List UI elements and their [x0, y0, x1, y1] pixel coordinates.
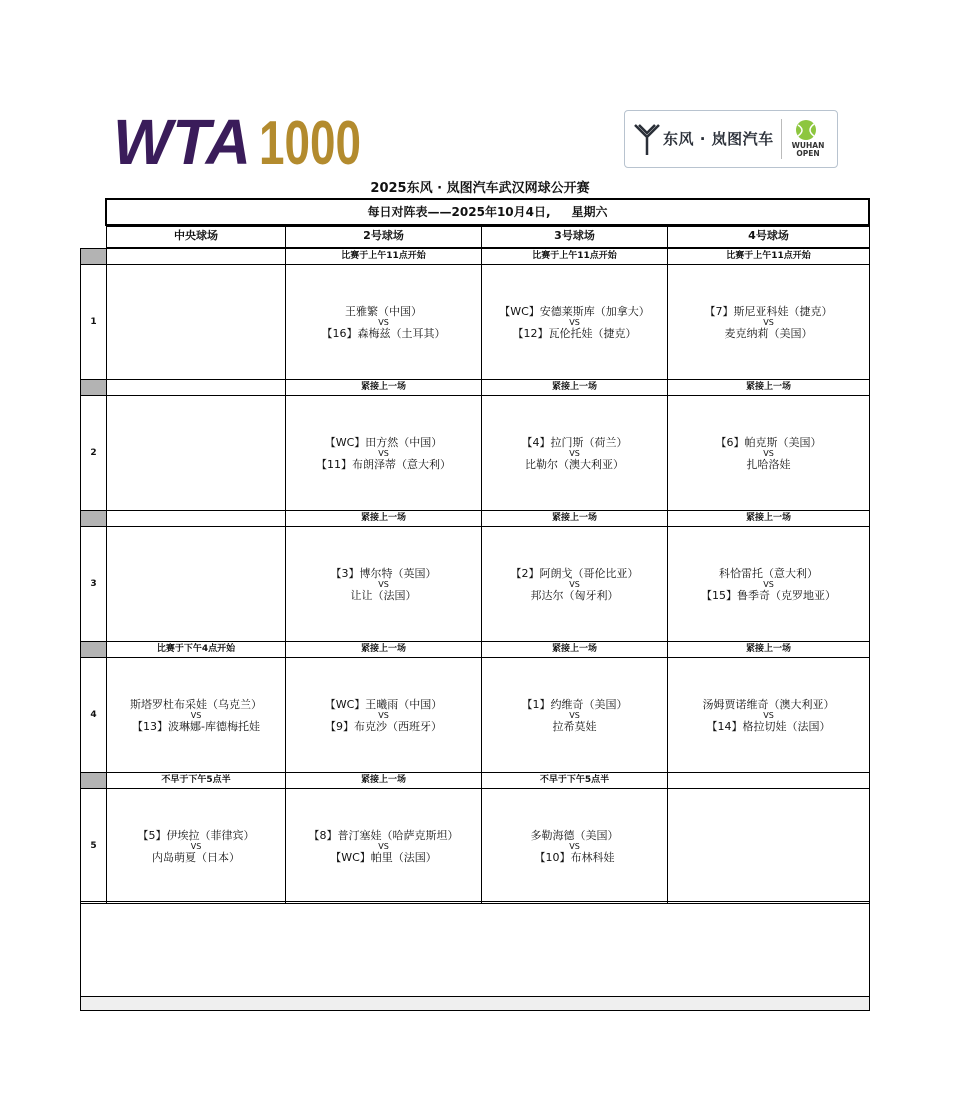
event-title: 2025东风 · 岚图汽车武汉网球公开赛	[370, 181, 590, 196]
match-cell	[106, 788, 286, 904]
match-start-time: 紧接上一场	[285, 379, 482, 396]
court-header-1: 中央球场	[106, 226, 286, 248]
player-one: 【8】普汀塞娃（哈萨克斯坦）	[308, 828, 459, 842]
match-start-time: 比赛于上午11点开始	[481, 248, 668, 265]
match-start-time: 比赛于下午4点开始	[106, 641, 286, 658]
match-cell	[667, 788, 870, 904]
player-two: 拉希莫娃	[552, 719, 597, 733]
player-one: 【5】伊埃拉（菲律宾）	[137, 828, 255, 842]
row-slot-marker	[80, 641, 107, 658]
match-cell	[285, 264, 482, 380]
player-two: 【15】鲁季奇（克罗地亚）	[701, 588, 836, 602]
player-one: 多勒海德（美国）	[530, 828, 619, 842]
versus-label: VS	[763, 579, 774, 589]
player-two: 【10】布林科娃	[534, 850, 615, 864]
player-two: 让让（法国）	[350, 588, 417, 602]
versus-label: VS	[378, 841, 389, 851]
match-cell	[481, 395, 668, 511]
match-cell	[106, 526, 286, 642]
player-one: 汤姆贾诺维奇（澳大利亚）	[702, 697, 835, 711]
voyah-mark-icon	[633, 121, 661, 157]
row-slot-marker	[80, 510, 107, 527]
versus-label: VS	[190, 841, 202, 851]
player-two: 【13】波琳娜-库德梅托娃	[132, 719, 260, 733]
versus-label: VS	[190, 710, 202, 720]
row-number: 4	[80, 657, 107, 773]
player-two: 【14】格拉切娃（法国）	[706, 719, 831, 733]
player-one: 【3】博尔特（英国）	[330, 566, 437, 580]
match-start-time: 不早于下午5点半	[481, 772, 668, 789]
match-cell	[285, 788, 482, 904]
tennis-ball-icon	[795, 119, 817, 141]
court-header-3: 3号球场	[481, 226, 668, 248]
player-one: 斯塔罗杜布采娃（乌克兰）	[130, 697, 262, 711]
footer-bar	[80, 996, 870, 1011]
match-start-time: 紧接上一场	[481, 379, 668, 396]
row-number: 2	[80, 395, 107, 511]
court-header-2: 2号球场	[285, 226, 482, 248]
versus-label: VS	[378, 710, 389, 720]
svg-text:1000: 1000	[259, 109, 361, 178]
player-one: 【6】帕克斯（美国）	[715, 435, 822, 449]
row-number: 1	[80, 264, 107, 380]
row-slot-marker	[80, 248, 107, 265]
player-two: 【11】布朗泽蒂（意大利）	[316, 457, 451, 471]
match-start-time	[106, 248, 286, 265]
versus-label: VS	[569, 317, 580, 327]
match-cell	[481, 788, 668, 904]
player-one: 【2】阿朗戈（哥伦比亚）	[510, 566, 639, 580]
match-cell	[481, 526, 668, 642]
versus-label: VS	[569, 448, 580, 458]
player-two: 【12】瓦伦托娃（捷克）	[512, 326, 637, 340]
player-two: 麦克纳莉（美国）	[724, 326, 813, 340]
match-start-time: 紧接上一场	[285, 510, 482, 527]
match-start-time: 不早于下午5点半	[106, 772, 286, 789]
player-one: 【7】斯尼亚科娃（捷克）	[704, 304, 833, 318]
versus-label: VS	[378, 579, 389, 589]
player-one: 【WC】王曦雨（中国）	[324, 697, 443, 711]
match-cell	[667, 264, 870, 380]
versus-label: VS	[378, 317, 389, 327]
match-start-time: 紧接上一场	[285, 641, 482, 658]
wuhan-open-logo-text: WUHAN OPEN	[791, 141, 825, 158]
match-start-time: 紧接上一场	[481, 510, 668, 527]
row-slot-marker	[80, 379, 107, 396]
schedule-title-bar	[105, 198, 870, 226]
notes-area	[80, 901, 870, 997]
player-one: 【WC】田方然（中国）	[324, 435, 443, 449]
match-cell	[106, 657, 286, 773]
player-two: 比勒尔（澳大利亚）	[525, 457, 624, 471]
match-start-time	[667, 772, 870, 789]
player-one: 王雅繁（中国）	[345, 304, 422, 318]
match-cell	[285, 395, 482, 511]
player-two: 扎哈洛娃	[746, 457, 791, 471]
match-start-time: 紧接上一场	[285, 772, 482, 789]
player-two: 【WC】帕里（法国）	[330, 850, 437, 864]
match-cell	[481, 657, 668, 773]
player-one: 【1】约维奇（美国）	[521, 697, 628, 711]
match-start-time	[106, 379, 286, 396]
row-number: 5	[80, 788, 107, 904]
row-slot-marker	[80, 772, 107, 789]
match-cell	[285, 657, 482, 773]
match-start-time: 紧接上一场	[481, 641, 668, 658]
player-two: 【16】森梅兹（土耳其）	[321, 326, 446, 340]
match-cell	[106, 395, 286, 511]
player-one: 【WC】安德莱斯库（加拿大）	[499, 304, 650, 318]
match-start-time: 比赛于上午11点开始	[667, 248, 870, 265]
player-two: 邦达尔（匈牙利）	[530, 588, 619, 602]
match-start-time	[106, 510, 286, 527]
match-cell	[667, 657, 870, 773]
row-number: 3	[80, 526, 107, 642]
match-start-time: 比赛于上午11点开始	[285, 248, 482, 265]
player-two: 【9】布克沙（西班牙）	[325, 719, 442, 733]
player-one: 【4】拉门斯（荷兰）	[521, 435, 628, 449]
match-start-time: 紧接上一场	[667, 641, 870, 658]
player-one: 科恰雷托（意大利）	[719, 566, 818, 580]
court-header-4: 4号球场	[667, 226, 870, 248]
sponsor-text: 东风 · 岚图汽车	[663, 130, 774, 148]
match-cell	[106, 264, 286, 380]
versus-label: VS	[763, 448, 774, 458]
wta-1000-logo	[113, 106, 363, 178]
versus-label: VS	[569, 841, 580, 851]
versus-label: VS	[569, 710, 580, 720]
versus-label: VS	[569, 579, 580, 589]
versus-label: VS	[763, 710, 774, 720]
svg-text:WTA: WTA	[113, 106, 251, 178]
versus-label: VS	[378, 448, 389, 458]
sponsor-divider	[781, 119, 782, 159]
schedule-date-line: 每日对阵表——2025年10月4日, 星期六	[367, 205, 608, 219]
match-start-time: 紧接上一场	[667, 510, 870, 527]
match-cell	[667, 526, 870, 642]
match-cell	[285, 526, 482, 642]
match-start-time: 紧接上一场	[667, 379, 870, 396]
versus-label: VS	[763, 317, 774, 327]
match-cell	[667, 395, 870, 511]
sponsor-logo	[624, 110, 838, 168]
player-two: 内岛萌夏（日本）	[152, 850, 240, 864]
match-cell	[481, 264, 668, 380]
